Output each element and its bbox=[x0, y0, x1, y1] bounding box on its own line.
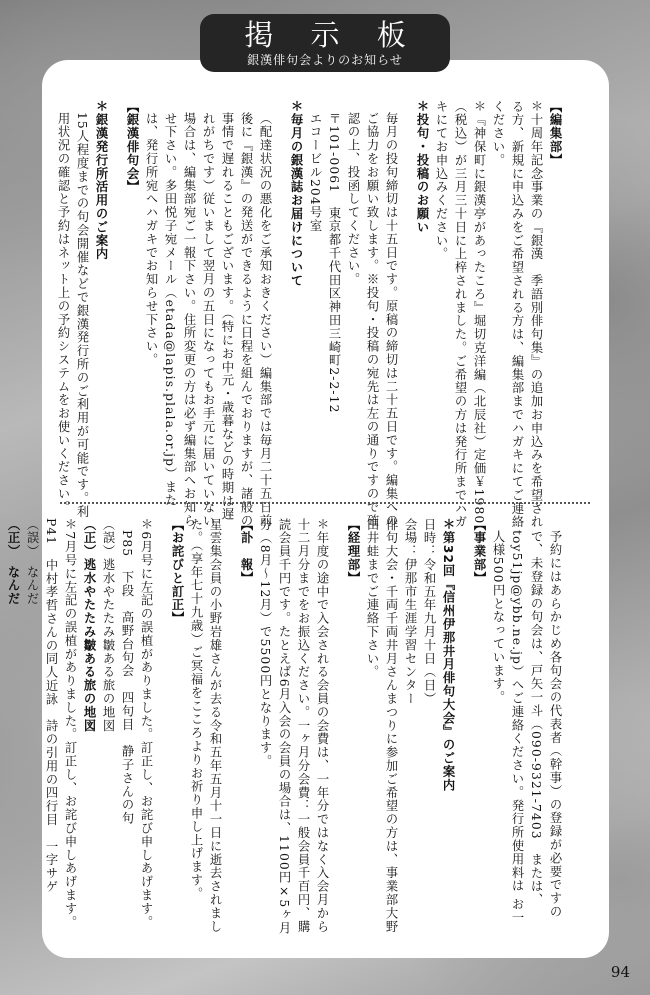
business-date: 日時：令和五年九月十日（日） bbox=[422, 518, 436, 706]
page-subtitle: 銀漢俳句会よりのお知らせ bbox=[247, 53, 403, 67]
posting-body: 毎月の投句締切は十五日です。原稿の締切は二十五日です。編集へのご協力をお願い致します。※投句・投稿の宛先は左の通りですので確認の上、投函してください。 bbox=[346, 112, 398, 528]
address-line-2: エコービル204号室 bbox=[308, 112, 322, 233]
posting-heading: ＊投句・投稿のお願い bbox=[415, 100, 429, 234]
page-title: 掲 示 板 bbox=[244, 18, 420, 52]
ginkan-heading: 【銀漢俳句会】 bbox=[125, 100, 139, 194]
correction-2-location: P41 中村孝哲さんの同人近詠 詩の引用の四行目 一字サゲ bbox=[44, 518, 58, 894]
correction-1: ＊6月号に左記の誤植がありました。訂正し、お詫び申しあげます。 bbox=[139, 518, 153, 929]
top-section bbox=[53, 100, 564, 530]
delivery-body: （配達状況の悪化をご承知おきください）編集部では毎月二十五日前後に『銀漢』の発送ができるように日程を組んでおりますが、諸般の事情で遅れることもございます。（特にお中元・歳暮などの時期は遅れがちです）従いまして翌月の五日になってもお手元に届いていない場合は、編集部宛ご一報下さい。住所変更の方は必ず編集部へお知らせ下さい。多田悦子宛メール（etada@lapis.plala.or.jp）または、発行所宛へハガキでお知らせ下さい。 bbox=[144, 112, 272, 528]
accounting-body: ＊年度の途中で入会される会員の会費は、一年分ではなく入会月から十二月分までをお振込ください。一ヶ月分会費：一般会員千百円、購読会員千円です。たとえば6月入会の会員の場合は、1100円×5ヶ月分（8月〜12月）で5500円となります。 bbox=[258, 518, 329, 936]
facility-body: 15人程度までの句会開催などで銀漢発行所のご利用が可能です。利用状況の確認と予約はネット上の予約システムをお使いください。 bbox=[56, 112, 89, 519]
reserve-body: 予約にはあらかじめ各句会の代表者（幹事）の登録が必要ですので、未登録の句会は、戸矢一斗（090‐9321‐7403 または、toy51jp@ybb.ne.jp）へご連絡ください。発行所使用料は お一人様500円となっています。 bbox=[491, 530, 562, 925]
business-title: ＊第32回『信州伊那井月俳句大会』のご案内 bbox=[441, 518, 455, 792]
editorial-heading: 【編集部】 bbox=[548, 100, 562, 167]
editorial-item-2: ＊『神保町に銀漢亭があったころ』堀切克洋編（北辰社）定価￥1980（税込）が三月三十日に上梓されました。ご希望の方は発行所までハガキにてお申込みください。 bbox=[434, 100, 486, 529]
business-venue: 会場：伊那市生涯学習センター bbox=[403, 518, 417, 706]
business-heading: 【事業部】 bbox=[472, 518, 486, 585]
correction-2: ＊7月号に左記の誤植がありました。訂正し、お詫び申しあげます。 bbox=[63, 518, 77, 929]
correction-heading: 【お詫びと訂正】 bbox=[170, 518, 184, 626]
bottom-section bbox=[3, 518, 564, 938]
title-banner bbox=[200, 14, 450, 72]
correction-1-right: （正）逃水やたたみ皺ある旅の地図 bbox=[82, 518, 96, 733]
delivery-heading: ＊毎月の銀漢誌お届けについて bbox=[289, 100, 303, 288]
facility-heading: ＊銀漢発行所活用のご案内 bbox=[94, 100, 108, 261]
address-line-1: 〒101‐0061 東京都千代田区神田三崎町2‐2‐12 bbox=[327, 112, 341, 414]
correction-2-right: （正） なんだ bbox=[6, 518, 20, 606]
accounting-heading: 【経理部】 bbox=[346, 518, 360, 585]
correction-1-location: P85 下段 高野台句会 四句目 静子さんの句 bbox=[120, 530, 134, 826]
section-divider bbox=[60, 502, 590, 504]
editorial-item-1: ＊十周年記念事業の『銀漢 季語別俳句集』の追加お申込みを希望される方、新規に申込みをご希望される方は、編集部までハガキにてご連絡ください。 bbox=[491, 100, 543, 529]
correction-1-wrong: （誤）逃水やたたみ皺ある旅の地図 bbox=[101, 518, 115, 733]
obituary-heading: 【訃 報】 bbox=[239, 518, 253, 585]
page-number: 94 bbox=[610, 963, 630, 981]
bulletin-panel bbox=[6, 60, 609, 958]
correction-2-wrong: （誤） なんだ bbox=[25, 518, 39, 606]
obituary-body: 星雲集会員の小野岩雄さんが去る令和五年五月十一日に逝去されました。（享年七十九歳）ご冥福をこころよりお祈り申し上げます。 bbox=[189, 518, 222, 934]
business-body: 俳句大会・千両千両井月さんまつりに参加ご希望の方は、事業部大野田井蛙までご連絡下さい。 bbox=[365, 518, 398, 934]
